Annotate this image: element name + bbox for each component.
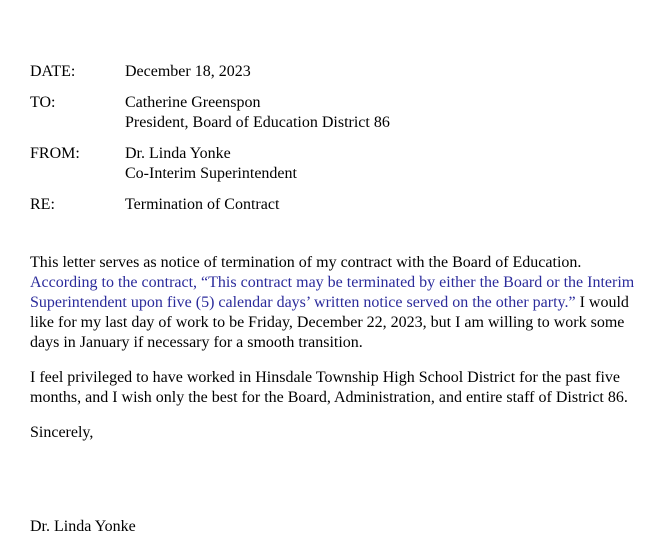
- date-value: [125, 62, 635, 82]
- to-recipient-title: President, Board of Education District 86: [125, 114, 390, 131]
- to-value: [125, 93, 635, 133]
- field-row-from: [30, 144, 635, 184]
- field-row-to: [30, 93, 635, 133]
- date-label: DATE:: [30, 63, 76, 80]
- re-subject-line: Termination of Contract: [125, 196, 280, 213]
- paragraph1-opening-text: This letter serves as notice of termination of my contract with the Board of Education.: [30, 254, 582, 271]
- from-label: FROM:: [30, 145, 80, 162]
- body-paragraph-1: [30, 253, 635, 353]
- body-paragraph-2: I feel privileged to have worked in Hinsdale Township High School District for the past five months, and I wish only the best for the Board, Administration, and entire staff of District 86.: [30, 369, 628, 406]
- re-label: RE:: [30, 196, 55, 213]
- field-row-re: [30, 195, 635, 215]
- from-sender-name: Dr. Linda Yonke: [125, 145, 231, 162]
- re-value: [125, 195, 635, 215]
- to-label: TO:: [30, 94, 56, 111]
- to-recipient-name: Catherine Greenspon: [125, 94, 261, 111]
- signature-name: Dr. Linda Yonke: [30, 518, 136, 535]
- field-row-date: [30, 62, 635, 82]
- date-value-line: December 18, 2023: [125, 63, 251, 80]
- from-value: [125, 144, 635, 184]
- from-sender-title: Co-Interim Superintendent: [125, 165, 297, 182]
- paragraph1-contract-quote-text: According to the contract, “This contract may be terminated by either the Board or the Interim Superintendent upon five (5) calendar days’ written notice served on the other party.”: [30, 274, 635, 311]
- paragraph1-closing-text: I would like for my last day of work to be Friday, December 22, 2023, but I am willing to work some days in January if necessary for a smooth transition.: [30, 294, 629, 351]
- memo-header: [30, 62, 635, 215]
- closing-salutation: Sincerely,: [30, 424, 94, 441]
